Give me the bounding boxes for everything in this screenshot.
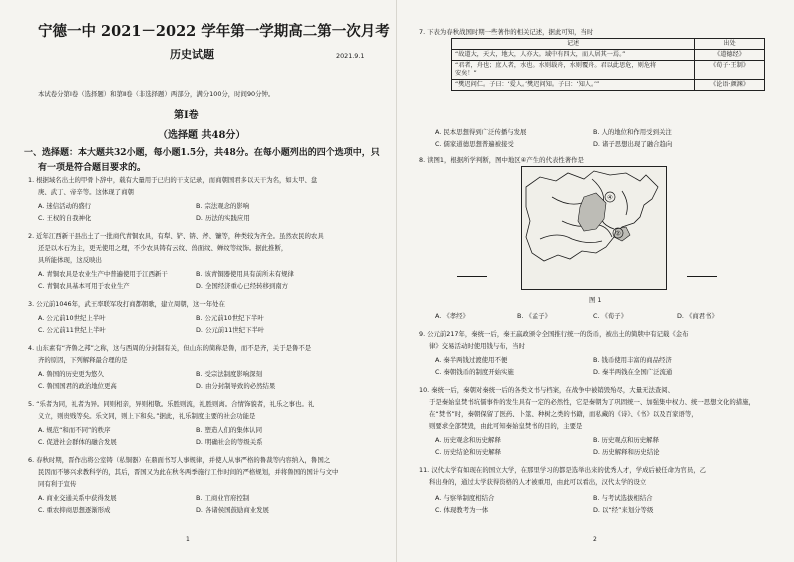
- question-5-option-d: D. 明确社会的等级关系: [196, 438, 263, 446]
- question-7-option-a: A. 民本思想得到广泛传播与发展: [435, 128, 527, 136]
- question-6-option-d: D. 各诸侯国鼓励商业发展: [196, 506, 269, 514]
- question-10-line3: 在“焚书”时，秦朝保留了医药、卜筮、种树之类的书籍，而私藏的《诗》、《书》以及百家语等，: [429, 410, 698, 418]
- question-9-line2: 律》交易活动时使用钱与布，当时: [429, 342, 525, 350]
- volume-title: 第Ⅰ卷: [174, 110, 199, 121]
- question-4-option-a: A. 鲁国的历史更为悠久: [38, 370, 104, 378]
- table-row: [452, 50, 765, 61]
- table-cell-text: [452, 50, 695, 61]
- map-leader-line-right: [687, 276, 717, 277]
- question-5-option-b: B. 塑造人们的集体认同: [196, 426, 262, 434]
- question-9-option-b: B. 钱币使用丰富的商品经济: [593, 356, 672, 364]
- question-10-option-a: A. 历史观念和历史解释: [435, 436, 501, 444]
- question-4-line2: 齐的原因，下列解释最合理的是: [38, 356, 128, 364]
- question-5-option-a: A. 规范“和而不同”的秩序: [38, 426, 111, 434]
- table-cell-text-line: “樊迟问仁。子曰：‘爱人。’樊迟问知。子曰：‘知人。’”: [455, 81, 600, 88]
- question-11-line1: 11. 汉代太学有如现在的国立大学，在那里学习的都是选举出来的优秀人才，学成后被任命为官员，乙: [419, 466, 706, 474]
- source-table: [451, 38, 765, 91]
- map-leader-line-left: [457, 276, 487, 277]
- question-11-option-b: B. 与考试选拔相结合: [593, 494, 653, 502]
- question-3-option-c: C. 公元前11世纪上半叶: [38, 326, 106, 334]
- question-3-line1: 3. 公元前1046年，武王率联军攻打商都朝歌，建立周朝，这一年处在: [28, 300, 225, 308]
- question-2-line2: 还是以木石为主，更无使用之理，不少农具铸有云纹、兽面纹、蝉纹等纹饰。据此推断，: [38, 244, 288, 252]
- map-label-a: ④: [607, 193, 613, 202]
- question-8-option-b: B. 《孟子》: [517, 312, 552, 320]
- question-3-option-a: A. 公元前10世纪上半叶: [38, 314, 106, 322]
- page-number-2: 2: [593, 536, 597, 543]
- question-10-line4: 则要求全部焚毁，由此可知秦始皇焚书的目的，主要是: [429, 422, 583, 430]
- exam-instructions: 本试卷分第Ⅰ卷（选择题）和第Ⅱ卷（非选择题）两部分，满分100分，时间90分钟。: [38, 90, 275, 98]
- table-row: [452, 80, 765, 91]
- map-label-b: ②: [615, 229, 621, 238]
- table-cell-text-line: 安矣！”: [455, 70, 477, 77]
- question-5-line1: 5. “乐者为同，礼者为异。同则相亲，异则相敬。乐胜则流，礼胜则离。合情饰貌者，礼乐之事也。礼: [28, 400, 315, 408]
- volume-subtitle: （选择题 共48分）: [158, 130, 246, 141]
- map-figure: [521, 166, 667, 290]
- question-4-option-b: B. 受宗法制度影响深刻: [196, 370, 262, 378]
- question-8-option-c: C. 《荀子》: [593, 312, 628, 320]
- question-6-option-b: B. 工商业官府控制: [196, 494, 250, 502]
- question-1-option-c: C. 王权的自我神化: [38, 214, 92, 222]
- question-7-option-b: B. 人的地位和作用受到关注: [593, 128, 672, 136]
- exam-title: 宁德一中 2021－2022 学年第一学期高二第一次月考: [38, 23, 390, 40]
- source-table-header-text: 记述: [452, 39, 695, 50]
- source-table-header-source: 出处: [695, 39, 765, 50]
- question-4-line1: 4. 山东素有“齐鲁之邦”之称，这与西周的分封制有关，但山东的简称是鲁，而不是齐，关于是鲁不是: [28, 344, 312, 352]
- exam-date: 2021.9.1: [336, 52, 365, 60]
- table-cell-text: [452, 80, 695, 91]
- map-drawing: [522, 167, 666, 289]
- table-cell-source: 《荀子·王制》: [695, 61, 765, 80]
- question-6-option-a: A. 商业交通关系中获得发展: [38, 494, 117, 502]
- question-4-option-c: C. 鲁国国君的政治地位更高: [38, 382, 117, 390]
- question-9-option-d: D. 秦半两钱在全国广泛流通: [593, 368, 673, 376]
- table-cell-text-line: “君者，舟也；庶人者，水也。水则载舟，水则覆舟。君以此思危，则危将: [455, 62, 657, 69]
- question-6-line2: 民因而不够兴求教科学的，其后，晋国又为此在秋冬两季施行工作时间的严格规划，并将鲁国的国计与文中: [38, 468, 339, 476]
- question-10-option-d: D. 历史解释和历史结论: [593, 448, 660, 456]
- question-11-line2: 科出身的，通过太学获得资格的人才被重用，由此可以看出，汉代太学的设立: [429, 478, 647, 486]
- question-3-option-d: D. 公元前11世纪下半叶: [196, 326, 265, 334]
- question-1-option-a: A. 迷信活动的盛行: [38, 202, 92, 210]
- question-3-option-b: B. 公元前10世纪下半叶: [196, 314, 264, 322]
- question-1-line2: 庚、武丁、帝辛等。这体现了商朝: [38, 188, 134, 196]
- map-caption: 图 1: [589, 296, 602, 304]
- table-cell-source: 《道德经》: [695, 50, 765, 61]
- table-cell-text: [452, 61, 695, 80]
- question-2-line1: 2. 近年江西新干县出土了一批商代青铜农具，有犁、铲、锛、斧、镰等，种类较为齐全。虽然农民的农具: [28, 232, 324, 240]
- question-7-stem: 7. 下表为春秋战国时期一些著作的相关记述，据此可知，当时: [419, 28, 594, 36]
- exam-subtitle: 历史试题: [170, 48, 214, 61]
- question-9-option-c: C. 秦朝钱币的制度开始实施: [435, 368, 514, 376]
- question-4-option-d: D. 由分封制导致的必然结果: [196, 382, 276, 390]
- question-10-line1: 10. 秦统一后，秦朝对秦统一后的各类文书与档案，在战争中被销毁殆尽，大量无法查阅、: [419, 386, 675, 394]
- question-2-option-d: D. 全国经济重心已经转移到南方: [196, 282, 289, 290]
- question-2-option-a: A. 青铜农具是农业生产中普遍使用于江西新干: [38, 270, 168, 278]
- question-11-option-a: A. 与察举制度相结合: [435, 494, 495, 502]
- table-cell-text-line: “故道大，天大，地大，人亦大。域中有四大，而人居其一焉。”: [455, 51, 626, 58]
- section-instruction-line1: 一、选择题：本大题共32小题，每小题1.5分，共48分。在每小题列出的四个选项中，只: [24, 148, 380, 158]
- page-number-1: 1: [186, 536, 190, 543]
- page-2: [397, 0, 794, 562]
- question-11-option-d: D. 以“经”来划分等级: [593, 506, 654, 514]
- question-5-option-c: C. 促进社会群体的融合发展: [38, 438, 117, 446]
- question-7-option-d: D. 诸子思想出现了融合趋向: [593, 140, 673, 148]
- question-1-line1: 1. 根据域名出土的甲骨卜辞中，载有大量用于已归的干支记录，而商朝国君多以天干为名，如太甲、盘: [28, 176, 318, 184]
- source-table-header-row: [452, 39, 765, 50]
- question-11-option-c: C. 体现教考为一体: [435, 506, 489, 514]
- table-row: [452, 61, 765, 80]
- question-7-option-c: C. 儒家道德思想普遍被接受: [435, 140, 514, 148]
- question-10-line2: 于是秦始皇焚书坑儒事件的发生具有一定的必然性，它是秦朝为了巩固统一、加强集中权力、统一思想文化的措施，: [429, 398, 755, 406]
- question-1-option-b: B. 宗法观念的影响: [196, 202, 250, 210]
- question-5-line2: 义立，则贵贱等矣。乐文同，则上下和矣。”据此，礼乐制度主要的社会功能是: [38, 412, 256, 420]
- table-cell-source: 《论语·颜渊》: [695, 80, 765, 91]
- question-6-line3: 同有利于宣传: [38, 480, 77, 488]
- question-2-option-b: B. 该青铜器使用具有前所未有规律: [196, 270, 294, 278]
- question-8-stem: 8. 读图1，根据所学判断，图中地区④产生的代表性著作是: [419, 156, 584, 164]
- section-instruction-line2: 有一项是符合题目要求的。: [38, 163, 147, 173]
- question-8-option-a: A. 《孝经》: [435, 312, 469, 320]
- question-9-option-a: A. 秦半两钱过渡使用不便: [435, 356, 508, 364]
- question-2-option-c: C. 青铜农具基本可用于农业生产: [38, 282, 130, 290]
- question-8-option-d: D. 《商君书》: [677, 312, 718, 320]
- question-6-line1: 6. 春秋时期，晋作出将公室铸（私铜器）在鼎面书写人事规律，并使人从事严格的鲁裁等内容纳入，鲁国之: [28, 456, 331, 464]
- question-2-line3: 具所能体现，这反映出: [38, 256, 102, 264]
- question-9-line1: 9. 公元前217年，秦统一后，秦王嬴政颁令全国推行统一的货币，被出土的简牍中有记载《金布: [419, 330, 689, 338]
- question-6-option-c: C. 重农抑商思想逐渐形成: [38, 506, 111, 514]
- question-10-option-c: C. 历史结论和历史解释: [435, 448, 502, 456]
- question-1-option-d: D. 历法的实践应用: [196, 214, 250, 222]
- question-10-option-b: B. 历史观点和历史解释: [593, 436, 659, 444]
